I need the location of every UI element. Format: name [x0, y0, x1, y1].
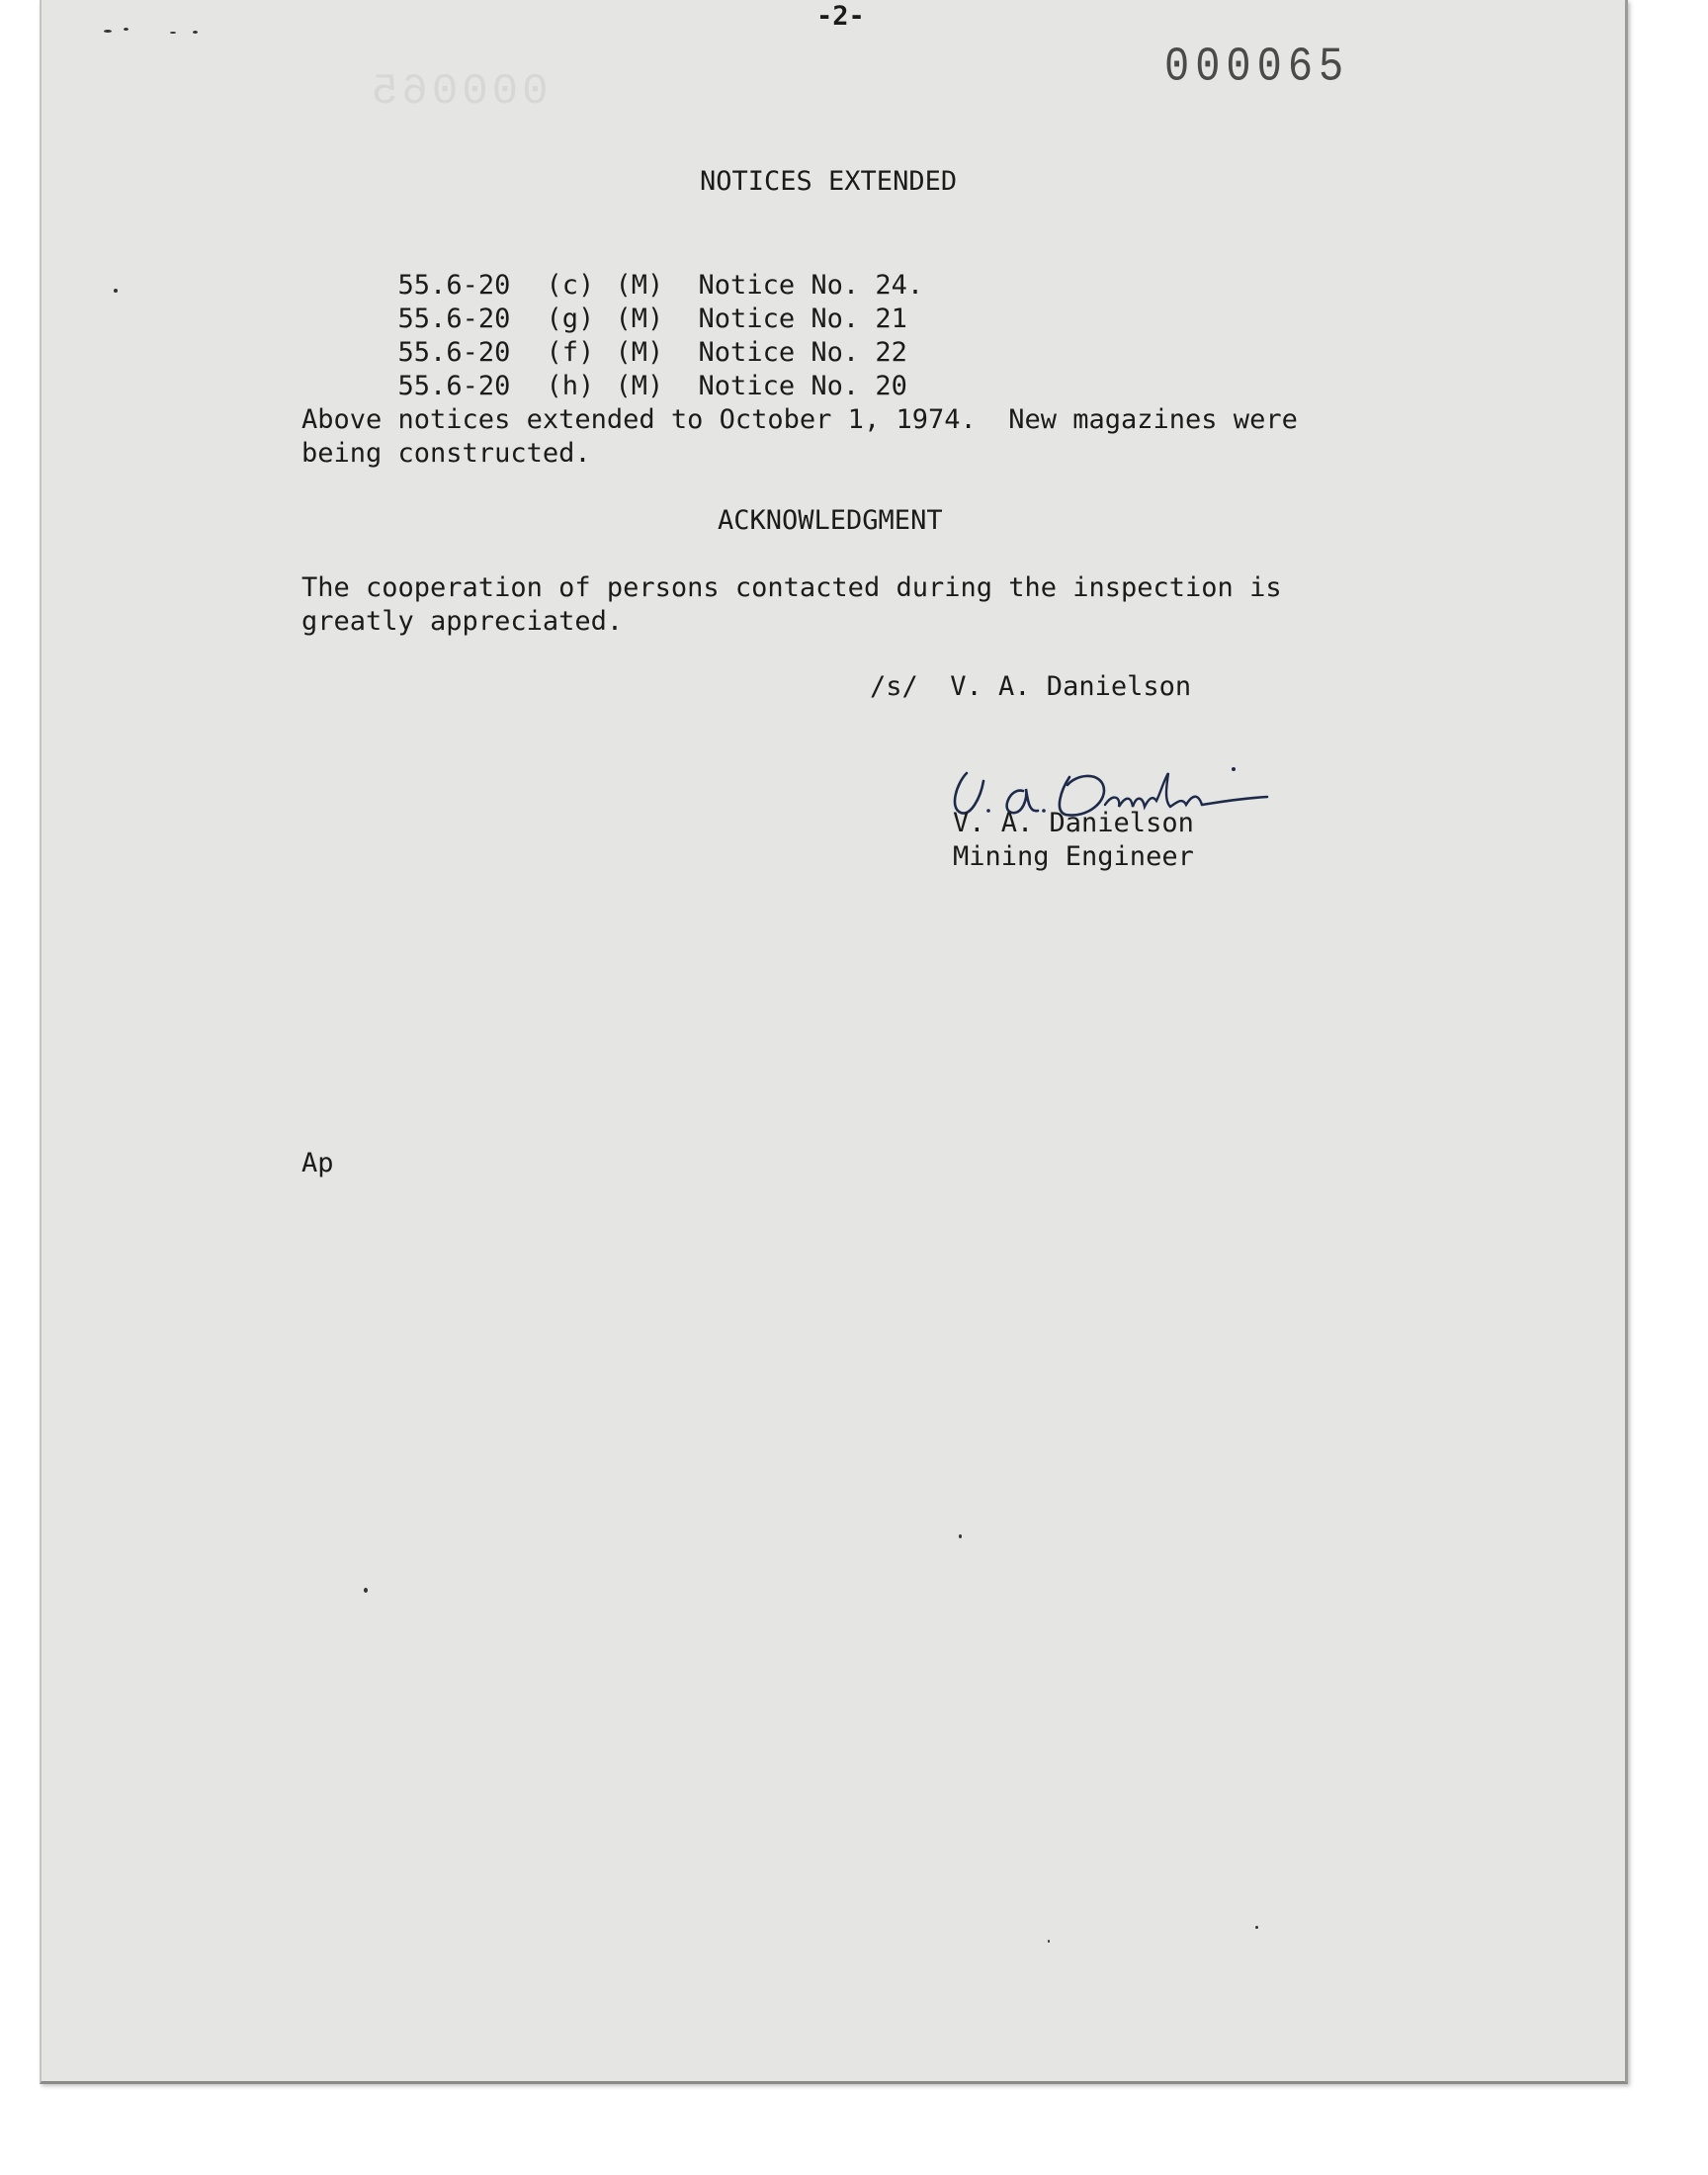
- notice-type: (M): [615, 371, 664, 401]
- typist-initials: Ap: [301, 1148, 334, 1178]
- acknowledgment-paragraph-line-2: greatly appreciated.: [301, 606, 624, 637]
- acknowledgment-paragraph-line-1: The cooperation of persons contacted during the inspection is: [301, 572, 1282, 603]
- scan-speck: [193, 31, 198, 34]
- notice-type: (M): [615, 337, 664, 368]
- list-item: [301, 235, 924, 301]
- scan-speck: [170, 32, 176, 34]
- acknowledgment-heading: ACKNOWLEDGMENT: [718, 505, 943, 536]
- notice-code: 55.6-20: [397, 371, 511, 401]
- document-number-stamp: 000065: [1164, 40, 1350, 95]
- notice-subsection: (f): [546, 337, 595, 368]
- notice-code: 55.6-20: [397, 304, 511, 334]
- scan-speck: [104, 30, 112, 33]
- signer-title: Mining Engineer: [953, 841, 1194, 872]
- notices-paragraph-line-2: being constructed.: [301, 438, 591, 469]
- notice-type: (M): [615, 270, 664, 301]
- notice-code: 55.6-20: [397, 270, 511, 301]
- notice-number: Notice No. 22: [698, 337, 907, 368]
- scan-speck: [114, 289, 118, 293]
- signer-name: V. A. Danielson: [953, 808, 1194, 838]
- notice-number: Notice No. 21: [698, 304, 907, 334]
- notice-subsection: (c): [546, 270, 595, 301]
- scan-speck: [124, 28, 128, 31]
- scan-speck: [1048, 1940, 1050, 1943]
- notice-type: (M): [615, 304, 664, 334]
- notice-number: Notice No. 20: [698, 371, 907, 401]
- scan-speck: [1255, 1926, 1258, 1929]
- scan-speck: [959, 1534, 962, 1538]
- scan-speck: [364, 1588, 368, 1593]
- page-number: -2-: [816, 1, 865, 32]
- notice-subsection: (h): [546, 371, 595, 401]
- bleed-through-number: 000065: [368, 67, 549, 117]
- notices-extended-heading: NOTICES EXTENDED: [700, 166, 958, 197]
- notice-code: 55.6-20: [397, 337, 511, 368]
- notice-number: Notice No. 24.: [698, 270, 924, 301]
- notices-paragraph-line-1: Above notices extended to October 1, 1974. New magazines were: [301, 404, 1298, 435]
- signed-line: /s/ V. A. Danielson: [870, 671, 1192, 702]
- notices-list: [301, 235, 924, 401]
- notice-subsection: (g): [546, 304, 595, 334]
